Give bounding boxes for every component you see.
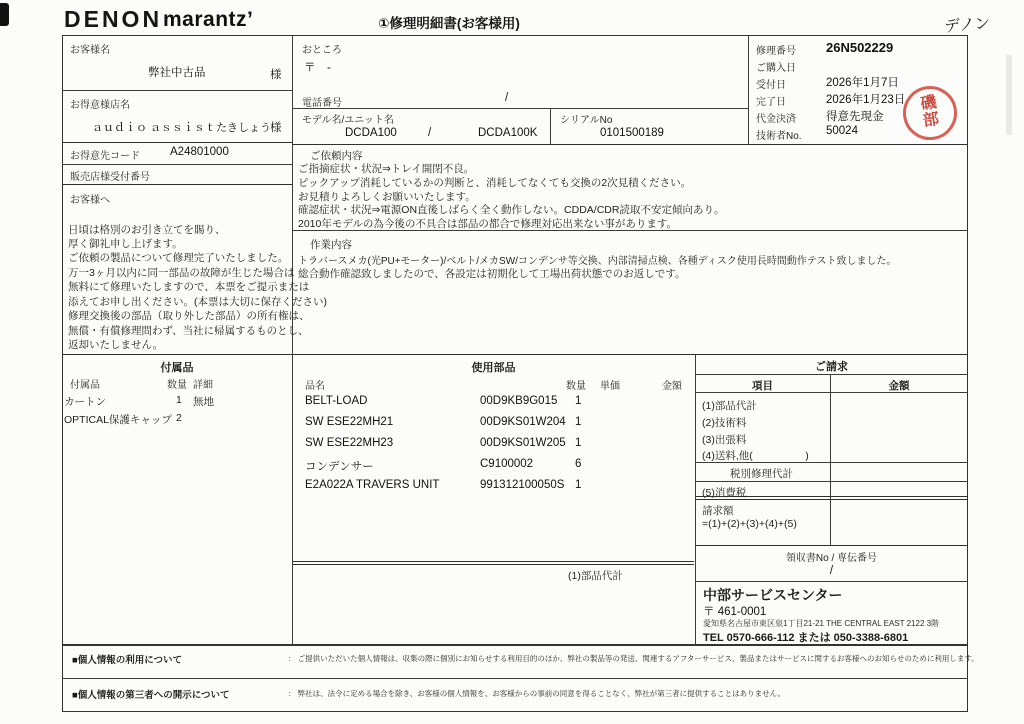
serial-value: 0101500189 [600, 127, 664, 139]
part-name: BELT-LOAD [305, 395, 368, 407]
parts-col-name: 品名 [305, 381, 325, 392]
shop-name-value: ａｕｄｉｏ ａｓｓｉｓｔたきしょう [92, 122, 272, 134]
divider [550, 108, 551, 145]
shop-name-label: お得意様店名 [70, 100, 130, 111]
service-center-postal: 〒 461-0001 [703, 606, 767, 618]
divider [62, 90, 292, 91]
part-qty: 6 [575, 458, 582, 470]
privacy-use-text: ： ご提供いただいた個人情報は、収集の際に個別にお知らせする利用目的のほか、弊社の製品等の発送、関連するアフターサービス、製品またはサービスに関するお客様へのお知らせのために利用します。 [288, 654, 979, 663]
scan-artifact [0, 3, 9, 26]
accessory-qty: 2 [176, 412, 182, 424]
dealer-reception-label: 販売店様受付番号 [70, 172, 150, 183]
technician-value: 50024 [826, 125, 858, 137]
received-date-label: 受付日 [756, 80, 786, 91]
divider [695, 496, 968, 500]
billing-line-4: (4)送料,他( ) [702, 450, 809, 462]
received-date-value: 2026年1月7日 [826, 77, 899, 89]
divider [830, 375, 831, 545]
postal-value: 〒 - [304, 62, 331, 74]
divider [62, 354, 968, 355]
accessory-qty: 1 [176, 394, 182, 406]
purchase-date-label: ご購入日 [756, 63, 796, 74]
part-name: SW ESE22MH21 [305, 416, 394, 428]
divider [695, 355, 696, 645]
divider [695, 481, 968, 482]
repair-no-label: 修理番号 [756, 46, 796, 57]
divider [62, 164, 292, 165]
payment-label: 代金決済 [756, 114, 796, 125]
greeting-line: 厚く御礼申し上げます。 [68, 238, 183, 250]
billing-line-2: (2)技術料 [702, 417, 747, 429]
billing-subtotal-label: 税別修理代計 [730, 468, 793, 480]
billing-line-3: (3)出張料 [702, 434, 747, 446]
greeting-line: 無料にて修理いたしますので、本票をご提示または [68, 281, 310, 293]
accessories-col-item: 付属品 [70, 380, 100, 391]
greeting-line: 無償・有償修理問わず、当社に帰属するものとし、 [68, 325, 309, 337]
greeting-line: ご依頼の製品について修理完了いたしました。 [68, 252, 289, 264]
divider [292, 144, 968, 145]
billing-line-1: (1)部品代計 [702, 400, 757, 412]
technician-label: 技術者No. [756, 131, 802, 142]
request-line: ご指摘症状・状況⇒トレイ開閉不良。 [298, 163, 475, 175]
divider [695, 545, 968, 546]
request-line: 2010年モデルの為今後の不具合は部品の都合で修理対応出来ない事があります。 [298, 218, 677, 230]
stamp-char: 磯 [919, 94, 938, 114]
shop-honorific: 様 [270, 122, 282, 134]
customer-name-label: お客様名 [70, 45, 110, 56]
parts-col-price: 単価 [600, 381, 620, 392]
customer-code-value: A24801000 [170, 146, 229, 158]
divider [292, 35, 293, 645]
privacy-disclosure-text: ： 弊社は、法令に定める場合を除き、お客様の個人情報を、お客様からの事前の同意を得ることなく、弊社が第三者に提供することはありません。 [288, 689, 786, 698]
request-line: 確認症状・状況⇒電源ON直後しばらく全く動作しない。CDDA/CDR読取不安定傾向あり。 [298, 204, 725, 216]
part-qty: 1 [575, 437, 582, 449]
divider [62, 142, 292, 143]
billing-col-item: 項目 [752, 380, 773, 392]
divider [292, 108, 748, 109]
part-number: 00D9KS01W204 [480, 416, 566, 428]
parts-col-amount: 金額 [662, 381, 682, 392]
service-center-address: 愛知県名古屋市東区泉1丁目21-21 THE CENTRAL EAST 2122 3階 [703, 619, 940, 628]
used-parts-title: 使用部品 [471, 362, 516, 374]
divider [695, 581, 968, 582]
work-line: 総合動作確認致しましたので、各設定は初期化して工場出荷状態でのお返しです。 [298, 268, 686, 280]
phone-label: 電話番号 [302, 98, 342, 109]
part-qty: 1 [575, 416, 582, 428]
greeting-line: 万一3ヶ月以内に同一部品の故障が生じた場合は [68, 267, 295, 279]
address-label: おところ [302, 45, 342, 56]
request-line: お見積りよろしくお願いいたします。 [298, 191, 476, 203]
privacy-use-label: ■個人情報の利用について [72, 655, 183, 666]
divider [695, 462, 968, 463]
model-value: DCDA100 [345, 127, 397, 139]
accessory-item: OPTICAL保護キャップ [64, 414, 172, 426]
request-line: ピックアップ消耗しているかの判断と、消耗してなくても交換の2次見積ください。 [298, 177, 692, 189]
completed-date-value: 2026年1月23日 [826, 94, 906, 106]
privacy-disclosure-label: ■個人情報の第三者への開示について [72, 690, 230, 701]
greeting-line: 日頃は格別のお引き立てを賜り、 [68, 224, 226, 236]
parts-subtotal-label: (1)部品代計 [568, 570, 623, 582]
receipt-value: / [829, 565, 834, 577]
divider [62, 184, 292, 185]
model-separator: / [428, 127, 432, 139]
handwritten-note: デノン [943, 15, 991, 36]
accessory-item: カートン [64, 396, 106, 408]
phone-value: / [505, 92, 509, 104]
divider [62, 678, 968, 679]
unit-value: DCDA100K [478, 127, 538, 139]
billing-title: ご請求 [815, 361, 848, 373]
greeting-label: お客様へ [70, 195, 110, 206]
accessories-col-detail: 詳細 [193, 380, 213, 391]
work-title: 作業内容 [310, 239, 352, 251]
customer-code-label: お得意先コード [70, 151, 140, 162]
service-center-tel: TEL 0570-666-112 または 050-3388-6801 [703, 632, 909, 644]
divider [293, 561, 694, 565]
billing-total-formula: =(1)+(2)+(3)+(4)+(5) [702, 518, 797, 530]
page-title: ①修理明細書(お客様用) [378, 16, 520, 31]
billing-col-amount: 金額 [888, 380, 910, 392]
part-qty: 1 [575, 395, 582, 407]
request-title: ご依頼内容 [310, 150, 363, 162]
denon-logo: DENON [64, 6, 163, 32]
billing-line-5: (5)消費税 [702, 487, 747, 499]
serial-label: シリアルNo [560, 115, 613, 126]
accessory-detail: 無地 [193, 396, 214, 408]
accessories-col-qty: 数量 [167, 380, 187, 391]
repair-no-value: 26N502229 [826, 40, 894, 55]
part-number: 00D9KS01W205 [480, 437, 566, 449]
part-number: 991312100050S [480, 479, 565, 491]
greeting-line: 添えてお申し出ください。(本票は大切に保存ください) [68, 296, 327, 308]
customer-name-value: 弊社中古品 [148, 67, 206, 79]
scan-smudge [1006, 55, 1012, 135]
accessories-title: 付属品 [160, 362, 194, 374]
part-name: SW ESE22MH23 [305, 437, 394, 449]
work-line: トラバースメカ(光PU+モーター)/ベルト/メカSW/コンデンサ等交換、内部清掃点検、各種ディスク使用長時間動作テスト致しました。 [298, 256, 897, 267]
part-number: 00D9KB9G015 [480, 395, 558, 407]
part-number: C9100002 [480, 458, 534, 470]
greeting-line: 返却いたしません。 [68, 339, 164, 351]
customer-name-honorific: 様 [270, 69, 282, 81]
payment-value: 得意先現金 [826, 111, 884, 123]
part-qty: 1 [575, 479, 582, 491]
billing-total-label: 請求額 [702, 505, 734, 517]
parts-col-qty: 数量 [566, 381, 586, 392]
stamp-char: 部 [921, 110, 941, 130]
completed-date-label: 完了日 [756, 97, 786, 108]
service-center-name: 中部サービスセンター [703, 587, 843, 603]
receipt-title: 領収書No / 専伝番号 [785, 553, 878, 564]
part-name: コンデンサー [305, 461, 374, 473]
divider [695, 392, 968, 393]
divider [748, 35, 749, 145]
marantz-logo: marantz’ [163, 8, 254, 31]
greeting-line: 修理交換後の部品（取り外した部品）の所有権は、 [68, 310, 310, 322]
model-label: モデル名/ユニット名 [302, 115, 394, 126]
divider [695, 374, 968, 375]
part-name: E2A022A TRAVERS UNIT [305, 479, 440, 491]
